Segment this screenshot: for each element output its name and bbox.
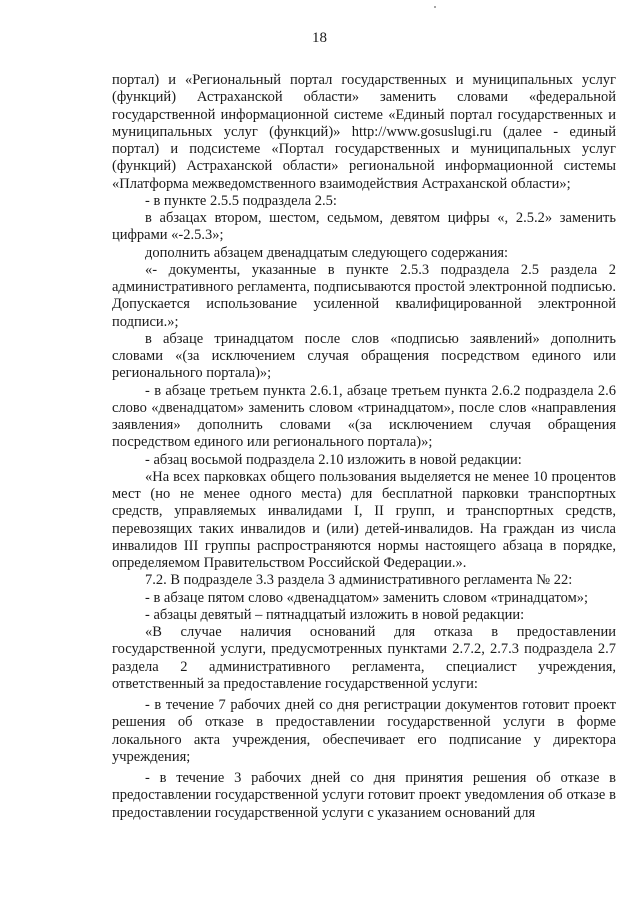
paragraph-refusal-grounds: «В случае наличия оснований для отказа в предоставлении государственной услуги, предусмотренных пунктами 2.7.2, 2.7.3 подраздела 2.7 раздела 2 административного регламента, специалист учреждения, ответственный за предоставление государственной услуги: — [112, 624, 616, 692]
paragraph-seven-days: - в течение 7 рабочих дней со дня регистрации документов готовит проект решения об отказе в предоставлении государственной услуги в форме локального акта учреждения, обеспечивает его подписание у директора учреждения; — [112, 697, 616, 765]
paragraph-add-twelfth: дополнить абзацем двенадцатым следующего содержания: — [145, 244, 509, 261]
paragraph-portal-replacement: портал) и «Региональный портал государственных и муниципальных услуг (функций) Астраханской области» заменить словами «федеральной государственной информационной системе «Единый портал государственных и муниципальных услуг (функций)» http://www.gosuslugi.ru (далее - единый портал) и подсистеме «Портал государственных и муниципальных услуг (функций) Астраханской области» региональной информационной системы «Платформа межведомственного взаимодействия Астраханской области»; — [112, 72, 616, 192]
scan-speck — [434, 6, 436, 8]
paragraph-three-days: - в течение 3 рабочих дней со дня принятия решения об отказе в предоставлении государственной услуги готовит проект уведомления об отказе в предоставлении государственной услуги с указанием оснований для — [112, 770, 616, 821]
paragraph-fifth: - в абзаце пятом слово «двенадцатом» заменить словом «тринадцатом»; — [145, 589, 589, 606]
paragraph-thirteenth: в абзаце тринадцатом после слов «подписью заявлений» дополнить словами «(за исключением случая обращения посредством единого или регионального портала)»; — [112, 330, 616, 382]
paragraph-item-2-5-5: - в пункте 2.5.5 подраздела 2.5: — [145, 192, 337, 209]
paragraph-parking: «На всех парковках общего пользования выделяется не менее 10 процентов мест (но не менее одного места) для бесплатной парковки транспортных средств, управляемых инвалидами I, II групп, и транспортных средств, перевозящих таких инвалидов и (или) детей-инвалидов. На граждан из числа инвалидов III группы распространяются нормы настоящего абзаца в порядке, определяемом Правительством Российской Федерации.». — [112, 468, 616, 571]
paragraph-digits-replacement: в абзацах втором, шестом, седьмом, девятом цифры «, 2.5.2» заменить цифрами «-2.5.3»; — [112, 210, 616, 244]
page-number: 18 — [312, 30, 327, 46]
paragraph-7-2: 7.2. В подразделе 3.3 раздела 3 административного регламента № 22: — [145, 572, 573, 589]
document-body — [112, 72, 616, 822]
paragraph-ninth-fifteenth: - абзацы девятый – пятнадцатый изложить в новой редакции: — [145, 606, 525, 623]
paragraph-subsection-2-10: - абзац восьмой подраздела 2.10 изложить в новой редакции: — [145, 451, 522, 468]
paragraph-documents-signature: «- документы, указанные в пункте 2.5.3 подраздела 2.5 раздела 2 административного регламента, подписываются простой электронной подписью. Допускается использование усиленной квалифицированной электронной подписи.»; — [112, 261, 616, 330]
paragraph-item-2-6-1: - в абзаце третьем пункта 2.6.1, абзаце третьем пункта 2.6.2 подраздела 2.6 слово «двенадцатом» заменить словом «тринадцатом», после слов «направления заявления» дополнить словами «(за исключением случая обращения посредством единого или регионального портала)»; — [112, 382, 616, 451]
